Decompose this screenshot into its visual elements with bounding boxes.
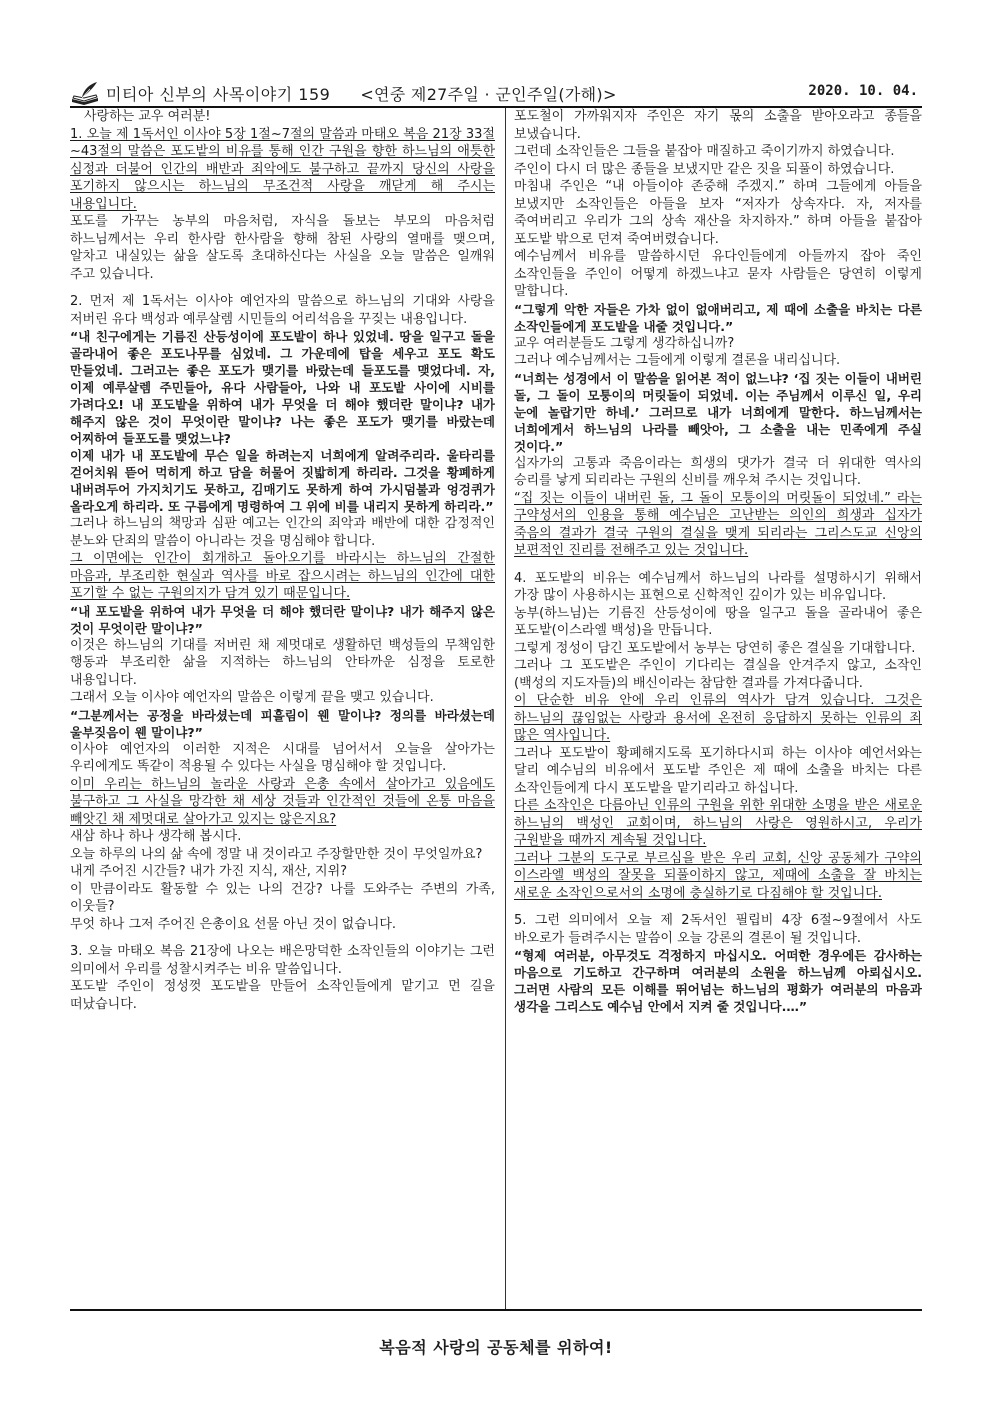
paragraph: 2. 먼저 제 1독서는 이사야 예언자의 말씀으로 하느님의 기대와 사랑을 저버린 유다 백성과 예루살렘 시민들의 어리석음을 꾸짖는 내용입니다. — [70, 294, 495, 327]
paragraph: “내 친구에게는 기름진 산등성이에 포도밭이 하나 있었네. 땅을 일구고 돌을 골라내어 좋은 포도나무를 심었네. 그 가운데에 탑을 세우고 포도 확도 만들었네. 그러고는 좋은 포도가 맺기를 바랐는데 들포도를 맺었다네. 자, 이제 예루살렘 주민들아, 유다 사람들아, 나와 내 포도밭 사이에 시비를 가려다오! 내 포도밭을 위하여 내가 무엇을 더 해야 했더란 말이냐? 내가 해주지 않은 것이 무엇이란 말이냐? 나는 좋은 포도가 맺기를 바랐는데 어찌하여 들포도를 맺었느냐? — [70, 329, 495, 446]
footer-divider — [70, 1309, 922, 1311]
paragraph: 5. 그런 의미에서 오늘 제 2독서인 필립비 4장 6절~9절에서 사도 바오로가 들려주시는 말씀이 오늘 강론의 결론이 될 것입니다. — [514, 913, 922, 946]
paragraph: 그러나 하느님의 책망과 심판 예고는 인간의 죄악과 배반에 대한 감정적인 분노와 단죄의 말씀이 아니라는 것을 명심해야 합니다. — [70, 516, 495, 549]
paragraph: 포도철이 가까워지자 주인은 자기 몫의 소출을 받아오라고 종들을 보냈습니다. — [514, 109, 922, 142]
book-quill-icon — [70, 81, 100, 105]
paragraph: 그래서 오늘 이사야 예언자의 말씀은 이렇게 끝을 맺고 있습니다. — [70, 690, 434, 705]
liturgy-subtitle: <연중 제27주일 · 군인주일(가해)> — [360, 84, 617, 104]
paragraph: 4. 포도밭의 비유는 예수님께서 하느님의 나라를 설명하시기 위해서 가장 많이 사용하시는 표현으로 신학적인 깊이가 있는 비유입니다. — [514, 570, 922, 603]
right-column — [514, 108, 922, 1308]
paragraph: 1. 오늘 제 1독서인 이사야 5장 1절~7절의 말씀과 마태오 복음 21장 33절~43절의 말씀은 포도밭의 비유를 통해 인간 구원을 향한 하느님의 애틋한 심정과 더불어 인간의 배반과 죄악에도 불구하고 끝까지 당신의 사랑을 포기하지 않으시는 하느님의 무조건적 사랑을 깨닫게 해 주시는 내용입니다. — [70, 126, 495, 212]
paragraph: 이것은 하느님의 기대를 저버린 채 제멋대로 생활하던 백성들의 무책임한 행동과 부조리한 삶을 지적하는 하느님의 안타까운 심정을 토로한 내용입니다. — [70, 637, 495, 688]
paragraph: 농부(하느님)는 기름진 산등성이에 땅을 일구고 돌을 골라내어 좋은 포도밭(이스라엘 백성)을 만듭니다. — [514, 605, 922, 638]
paragraph: 교우 여러분들도 그렇게 생각하십니까? — [514, 335, 735, 351]
paragraph: 이미 우리는 하느님의 놀라운 사랑과 은총 속에서 살아가고 있음에도 불구하고 그 사실을 망각한 채 세상 것들과 인간적인 것들에 온통 마음을 빼앗긴 채 제멋대로 살아가고 있지는 않은지요? — [70, 776, 495, 827]
paragraph: “그렇게 악한 자들은 가차 없이 없애버리고, 제 때에 소출을 바치는 다른 소작인들에게 포도밭을 내줄 것입니다.” — [514, 301, 922, 334]
left-column — [70, 108, 495, 1308]
paragraph: 내게 주어진 시간들? 내가 가진 지식, 재산, 지위? — [70, 864, 348, 879]
paragraph: 마침내 주인은 “내 아들이야 존중해 주겠지.” 하며 그들에게 아들을 보냈지만 소작인들은 아들을 보자 “저자가 상속자다. 자, 저자를 죽여버리고 우리가 그의 상속 재산을 차지하자.” 하며 아들을 붙잡아 포도밭 밖으로 던져 죽여버렸습니다. — [514, 179, 922, 247]
paragraph: 주인이 다시 더 많은 종들을 보냈지만 같은 짓을 되풀이 하였습니다. — [514, 161, 895, 177]
newsletter-title: 미티아 신부의 사목이야기 159 — [106, 84, 331, 104]
column-divider — [505, 108, 506, 1310]
paragraph: “너희는 성경에서 이 말씀을 읽어본 적이 없느냐? ‘집 짓는 이들이 내버린 돌, 그 돌이 모퉁이의 머릿돌이 되었네. 이는 주님께서 이루신 일, 우리 눈에 놀랍기만 하네.’ 그러므로 내가 너희에게 말한다. 하느님께서는 너희에게서 하느님의 나라를 빼앗아, 그 소출을 내는 민족에게 주실 것이다.” — [514, 370, 922, 454]
paragraph: 사랑하는 교우 여러분! — [84, 109, 211, 124]
paragraph: 십자가의 고통과 죽음이라는 희생의 댓가가 결국 더 위대한 역사의 승리를 낳게 되리라는 구원의 신비를 깨우쳐 주시는 것입니다. — [514, 455, 922, 488]
paragraph: 이 만큼이라도 활동할 수 있는 나의 건강? 나를 도와주는 주변의 가족, 이웃들? — [70, 881, 495, 914]
paragraph: 그러나 포도밭이 황폐해지도록 포기하다시피 하는 이사야 예언서와는 달리 예수님의 비유에서 포도밭 주인은 제 때에 소출을 바치는 다른 소작인들에게 다시 포도밭을 맡기리라고 하십니다. — [514, 745, 922, 796]
paragraph: 그러나 예수님께서는 그들에게 이렇게 결론을 내리십니다. — [514, 353, 841, 368]
paragraph: “형제 여러분, 아무것도 걱정하지 마십시오. 어떠한 경우에든 감사하는 마음으로 기도하고 간구하며 여러분의 소원을 하느님께 아뢰십시오. 그러면 사람의 모든 이해를 뛰어넘는 하느님의 평화가 여러분의 마음과 생각을 그리스도 예수님 안에서 지켜 줄 것입니다.…” — [514, 948, 922, 1014]
paragraph: 그러나 그 포도밭은 주인이 기다리는 결실을 안겨주지 않고, 소작인(백성의 지도자들)의 배신이라는 참담한 결과를 가져다줍니다. — [514, 658, 922, 691]
page-header — [70, 80, 922, 106]
paragraph: “그분께서는 공정을 바라셨는데 피흘림이 웬 말이냐? 정의를 바라셨는데 울부짖음이 웬 말이냐?” — [70, 707, 495, 740]
footer-slogan: 복음적 사랑의 공동체를 위하여! — [379, 1338, 613, 1357]
paragraph: “집 짓는 이들이 내버린 돌, 그 돌이 모퉁이의 머릿돌이 되었네.” 라는 구약성서의 인용을 통해 예수님은 고난받는 의인의 희생과 십자가 죽음의 결과가 결국 구원의 결실을 맺게 되리라는 그리스도교 신앙의 보편적인 진리를 전해주고 있는 것입니다. — [514, 490, 922, 558]
paragraph: 이사야 예언자의 이러한 지적은 시대를 넘어서서 오늘을 살아가는 우리에게도 똑같이 적용될 수 있다는 사실을 명심해야 할 것입니다. — [70, 741, 495, 774]
paragraph: 무엇 하나 그저 주어진 은총이요 선물 아닌 것이 없습니다. — [70, 916, 397, 932]
paragraph: “내 포도밭을 위하여 내가 무엇을 더 해야 했더란 말이냐? 내가 해주지 않은 것이 무엇이란 말이냐?” — [70, 603, 495, 636]
paragraph: 그 이면에는 인간이 회개하고 돌아오기를 바라시는 하느님의 간절한 마음과, 부조리한 현실과 역사를 바로 잡으시려는 하느님의 인간에 대한 포기할 수 없는 구원의지가 담겨 있기 때문입니다. — [70, 551, 495, 601]
paragraph: 포도를 가꾸는 농부의 마음처럼, 자식을 돌보는 부모의 마음처럼 하느님께서는 우리 한사람 한사람을 향해 참된 사랑의 열매를 맺으며, 알차고 내실있는 삶을 살도록 초대하신다는 사실을 오늘 말씀은 일깨워 주고 있습니다. — [70, 214, 495, 282]
paragraph: 다른 소작인은 다름아닌 인류의 구원을 위한 위대한 소명을 받은 새로운 하느님의 백성인 교회이며, 하느님의 사랑은 영원하시고, 우리가 구원받을 때까지 계속될 것입니다. — [514, 798, 922, 848]
issue-date: 2020. 10. 04. — [808, 83, 918, 99]
paragraph: 이제 내가 내 포도밭에 무슨 일을 하려는지 너희에게 알려주리라. 울타리를 걷어치워 뜯어 먹히게 하고 담을 허물어 짓밟히게 하리라. 그것을 황폐하게 내버려두어 가지치기도 못하고, 김매기도 못하게 하여 가시덤불과 엉겅퀴가 올라오게 하리라. 또 구름에게 명령하여 그 위에 비를 내리지 못하게 하리라.” — [70, 448, 495, 514]
paragraph: 그러나 그분의 도구로 부르심을 받은 우리 교회, 신앙 공동체가 구약의 이스라엘 백성의 잘못을 되풀이하지 않고, 제때에 소출을 잘 바치는 새로운 소작인으로서의 소명에 충실하기로 다짐해야 할 것입니다. — [514, 850, 922, 901]
paragraph: 포도밭 주인이 정성껏 포도밭을 만들어 소작인들에게 맡기고 먼 길을 떠났습니다. — [70, 979, 495, 1012]
paragraph: 오늘 하루의 나의 삶 속에 정말 내 것이라고 주장할만한 것이 무엇일까요? — [70, 846, 483, 862]
paragraph: 예수님께서 비유를 말씀하시던 유다인들에게 아들까지 잡아 죽인 소작인들을 주인이 어떻게 하겠느냐고 묻자 사람들은 당연히 이렇게 말합니다. — [514, 249, 922, 299]
paragraph: 이 단순한 비유 안에 우리 인류의 역사가 담겨 있습니다. 그것은 하느님의 끊임없는 사랑과 용서에 온전히 응답하지 못하는 인류의 죄 많은 역사입니다. — [514, 693, 922, 743]
paragraph: 그런데 소작인들은 그들을 붙잡아 매질하고 죽이기까지 하였습니다. — [514, 144, 895, 159]
paragraph: 3. 오늘 마태오 복음 21장에 나오는 배은망덕한 소작인들의 이야기는 그런 의미에서 우리를 성찰시켜주는 비유 말씀입니다. — [70, 944, 495, 977]
paragraph: 새삼 하나 하나 생각해 봅시다. — [70, 829, 242, 844]
paragraph: 그렇게 정성이 담긴 포도밭에서 농부는 당연히 좋은 결실을 기대합니다. — [514, 640, 916, 656]
